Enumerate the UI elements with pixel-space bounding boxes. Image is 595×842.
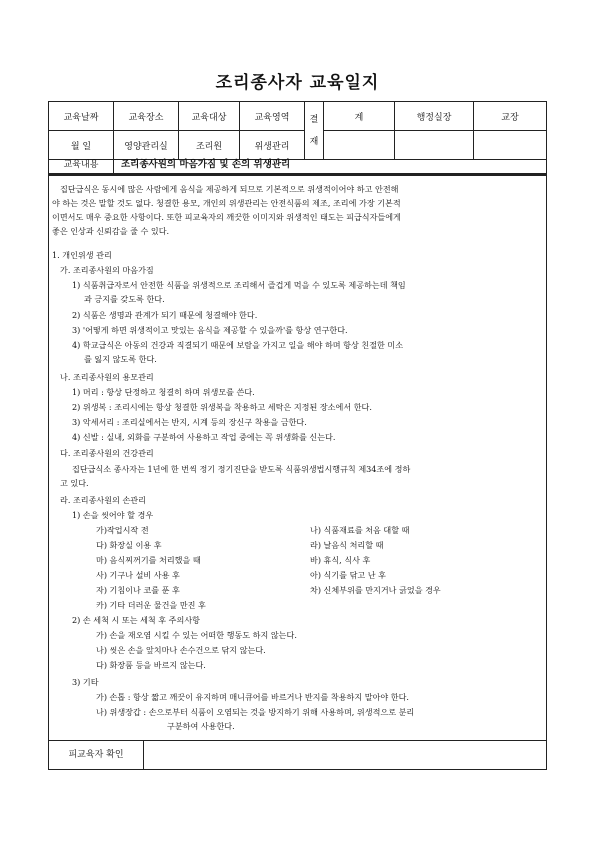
approval-text: 결재 — [309, 114, 319, 147]
list-item: 가) 손을 재오염 시킬 수 있는 어떠한 행동도 하지 않는다. — [96, 630, 297, 640]
list-item: 마) 음식찌꺼기를 처리했을 때 — [96, 555, 201, 565]
list-item: 사) 기구나 설비 사용 후 — [96, 570, 180, 580]
subsection-heading: 나. 조리종사원의 용모관리 — [60, 372, 154, 382]
list-item: 다) 화장품 등을 바르지 않는다. — [96, 660, 206, 670]
trainee-signature-field[interactable] — [144, 741, 546, 769]
value-place: 영양관리실 — [114, 131, 179, 160]
list-item: 4) 학교급식은 아동의 건강과 직결되기 때문에 보람을 가지고 일을 해야 하며 항상 친절한 미소 — [72, 340, 404, 350]
content-label: 교육내용 — [49, 157, 114, 173]
subsection-heading: 라. 조리종사원의 손관리 — [60, 495, 146, 505]
content-value: 조리종사원의 마음가짐 및 손의 위생관리 — [121, 159, 291, 170]
label-place: 교육장소 — [114, 102, 179, 131]
intro-line: 이면서도 매우 중요한 사항이다. 또한 피교육자의 깨끗한 이미지와 위생적인 태도는 피급식자들에게 — [52, 212, 401, 222]
value-target: 조리원 — [179, 131, 240, 160]
info-table — [48, 101, 547, 160]
list-item: 아) 식기를 닦고 난 후 — [310, 570, 386, 580]
sign-1 — [324, 131, 395, 160]
list-item: 4) 신발 : 실내, 외화를 구분하여 사용하고 작업 중에는 꼭 위생화를 신는다. — [72, 432, 336, 442]
list-item: 2) 식품은 생명과 관계가 되기 때문에 청결해야 한다. — [72, 310, 258, 320]
intro-line: 야 하는 것은 말할 것도 없다. 청결한 용모, 개인의 위생관리는 안전식품의 제조, 조리에 가장 기본적 — [52, 198, 401, 208]
list-item: 가)작업시작 전 — [96, 525, 149, 535]
approver-3: 교장 — [474, 102, 547, 131]
list-item: 를 잃지 않도록 한다. — [84, 354, 157, 364]
list-item: 2) 손 세척 시 또는 세척 후 주의사항 — [72, 615, 200, 625]
sign-3 — [474, 131, 547, 160]
list-item: 바) 휴식, 식사 후 — [310, 555, 371, 565]
list-item: 3) 악세서리 : 조리실에서는 반지, 시계 등의 장신구 착용을 금한다. — [72, 417, 307, 427]
trainee-confirm-label: 피교육자 확인 — [49, 741, 144, 769]
list-item: 나) 위생장갑 : 손으로부터 식품이 오염되는 것을 방지하기 위해 사용하며, 위생적으로 분리 — [96, 707, 415, 717]
approver-2: 행정실장 — [395, 102, 474, 131]
list-item: 과 긍지를 갖도록 한다. — [84, 294, 165, 304]
value-area: 위생관리 — [240, 131, 305, 160]
trainee-confirm-row — [48, 741, 547, 770]
list-item: 구분하여 사용한다. — [167, 721, 235, 731]
list-item: 나) 씻은 손을 앞치마나 손수건으로 닦지 않는다. — [96, 645, 266, 655]
list-item: 1) 손을 씻어야 할 경우 — [72, 510, 154, 520]
list-item: 차) 신체부위를 만지거나 긁었을 경우 — [310, 585, 441, 595]
page-title: 조리종사자 교육일지 — [215, 73, 380, 93]
value-date: 월 일 — [49, 131, 114, 160]
list-item: 집단급식소 종사자는 1년에 한 번씩 정기 정기진단을 받도록 식품위생법시행규칙 제34조에 정하 — [72, 464, 411, 474]
approver-1: 계 — [324, 102, 395, 131]
label-date: 교육날짜 — [49, 102, 114, 131]
list-item: 자) 기침이나 코를 푼 후 — [96, 585, 180, 595]
subsection-heading: 다. 조리종사원의 건강관리 — [60, 448, 154, 458]
list-item: 1) 머리 : 항상 단정하고 청결히 하며 위생모를 쓴다. — [72, 387, 255, 397]
approval-label — [305, 102, 324, 160]
label-target: 교육대상 — [179, 102, 240, 131]
list-item: 2) 위생복 : 조리시에는 항상 청결한 위생복을 착용하고 세탁은 지정된 장소에서 한다. — [72, 402, 372, 412]
section-heading: 1. 개인위생 관리 — [52, 250, 112, 260]
list-item: 가) 손톱 : 항상 짧고 깨끗이 유지하며 매니큐어를 바르거나 반지를 착용하지 말아야 한다. — [96, 692, 409, 702]
list-item: 3) 기타 — [72, 677, 99, 687]
list-item: 1) 식품취급자로서 안전한 식품을 위생적으로 조리해서 즐겁게 먹을 수 있도록 제공하는데 책임 — [72, 280, 406, 290]
list-item: 고 있다. — [60, 478, 89, 488]
list-item: 3) '어떻게 하면 위생적이고 맛있는 음식을 제공할 수 있을까'를 항상 연구한다. — [72, 325, 348, 335]
intro-line: 좋은 인상과 신뢰감을 줄 수 있다. — [52, 226, 170, 236]
content-row — [48, 157, 547, 174]
list-item: 카) 기타 더러운 물건을 만진 후 — [96, 600, 206, 610]
list-item: 나) 식품재료를 처음 대할 때 — [310, 525, 410, 535]
list-item: 라) 날음식 처리할 때 — [310, 540, 384, 550]
label-area: 교육영역 — [240, 102, 305, 131]
subsection-heading: 가. 조리종사원의 마음가짐 — [60, 265, 154, 275]
intro-line: 집단급식은 동시에 많은 사람에게 음식을 제공하게 되므로 기본적으로 위생적이어야 하고 안전해 — [60, 184, 399, 194]
list-item: 다) 화장실 이용 후 — [96, 540, 162, 550]
sign-2 — [395, 131, 474, 160]
